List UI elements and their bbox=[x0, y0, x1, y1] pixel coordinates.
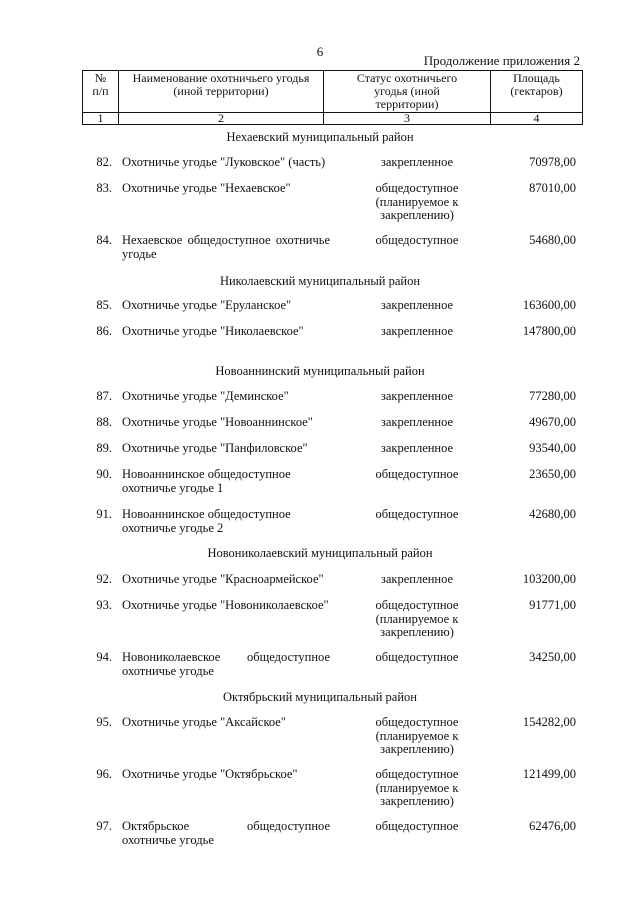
row-status: закрепленное bbox=[380, 155, 454, 169]
row-number: 94. bbox=[96, 650, 112, 664]
row-name: Нехаевское общедоступное охотничье угодье bbox=[122, 233, 330, 261]
row-name: Охотничье угодье "Октябрьское" bbox=[122, 767, 298, 781]
row-number: 93. bbox=[96, 598, 112, 612]
header-col-name: Наименование охотничьего угодья (иной территории) bbox=[119, 71, 324, 113]
row-area: 62476,00 bbox=[529, 819, 576, 833]
header-col-number: № п/п bbox=[83, 71, 119, 113]
row-status: общедоступное bbox=[375, 233, 459, 247]
row-name: Охотничье угодье "Аксайское" bbox=[122, 715, 286, 729]
row-number: 96. bbox=[96, 767, 112, 781]
row-name: Охотничье угодье "Новониколаевское" bbox=[122, 598, 329, 612]
district-heading: Октябрьский муниципальный район bbox=[223, 690, 417, 704]
row-area: 154282,00 bbox=[522, 715, 576, 729]
row-number: 91. bbox=[96, 507, 112, 521]
row-area: 77280,00 bbox=[529, 389, 576, 403]
row-area: 163600,00 bbox=[522, 298, 576, 312]
row-status: закрепленное bbox=[380, 572, 454, 586]
row-number: 87. bbox=[96, 389, 112, 403]
row-name: Охотничье угодье "Деминское" bbox=[122, 389, 289, 403]
row-status: общедоступное bbox=[375, 507, 459, 521]
row-number: 83. bbox=[96, 181, 112, 195]
row-status: закрепленное bbox=[380, 415, 454, 429]
row-number: 97. bbox=[96, 819, 112, 833]
row-number: 89. bbox=[96, 441, 112, 455]
row-name: Охотничье угодье "Новоаннинское" bbox=[122, 415, 313, 429]
row-area: 23650,00 bbox=[529, 467, 576, 481]
row-status: общедоступное (планируемое к закреплению) bbox=[375, 715, 459, 756]
header-col-area: Площадь (гектаров) bbox=[491, 71, 583, 113]
district-heading: Николаевский муниципальный район bbox=[219, 274, 421, 288]
row-number: 92. bbox=[96, 572, 112, 586]
header-index-4: 4 bbox=[491, 113, 583, 125]
row-status: общедоступное (планируемое к закреплению) bbox=[375, 598, 459, 639]
row-name: Новониколаевское общедоступное охотничье угодье bbox=[122, 650, 330, 678]
row-status: закрепленное bbox=[380, 324, 454, 338]
row-name: Новоаннинское общедоступное охотничье угодье 2 bbox=[122, 507, 291, 535]
header-index-2: 2 bbox=[119, 113, 324, 125]
district-heading: Новониколаевский муниципальный район bbox=[207, 546, 433, 560]
row-area: 42680,00 bbox=[529, 507, 576, 521]
row-area: 70978,00 bbox=[529, 155, 576, 169]
row-status: общедоступное (планируемое к закреплению) bbox=[375, 767, 459, 808]
row-area: 54680,00 bbox=[529, 233, 576, 247]
row-status: общедоступное (планируемое к закреплению) bbox=[375, 181, 459, 222]
row-name: Октябрьское общедоступное охотничье угодье bbox=[122, 819, 330, 847]
page-number: 6 bbox=[316, 44, 324, 59]
row-area: 121499,00 bbox=[522, 767, 576, 781]
row-number: 84. bbox=[96, 233, 112, 247]
row-name: Охотничье угодье "Еруланское" bbox=[122, 298, 292, 312]
row-number: 88. bbox=[96, 415, 112, 429]
row-area: 49670,00 bbox=[529, 415, 576, 429]
row-number: 90. bbox=[96, 467, 112, 481]
row-area: 34250,00 bbox=[529, 650, 576, 664]
row-status: общедоступное bbox=[375, 650, 459, 664]
row-number: 82. bbox=[96, 155, 112, 169]
row-name: Охотничье угодье "Красноармейское" bbox=[122, 572, 324, 586]
row-status: закрепленное bbox=[380, 298, 454, 312]
header-index-3: 3 bbox=[324, 113, 491, 125]
district-heading: Нехаевский муниципальный район bbox=[226, 130, 414, 144]
row-area: 91771,00 bbox=[529, 598, 576, 612]
row-area: 87010,00 bbox=[529, 181, 576, 195]
row-name: Охотничье угодье "Луковское" (часть) bbox=[122, 155, 326, 169]
row-name: Охотничье угодье "Панфиловское" bbox=[122, 441, 308, 455]
row-status: общедоступное bbox=[375, 819, 459, 833]
row-number: 86. bbox=[96, 324, 112, 338]
row-number: 85. bbox=[96, 298, 112, 312]
header-col-status: Статус охотничьего угодья (иной территории) bbox=[324, 71, 491, 113]
row-area: 103200,00 bbox=[522, 572, 576, 586]
table-header bbox=[82, 70, 583, 125]
row-status: закрепленное bbox=[380, 389, 454, 403]
row-name: Охотничье угодье "Николаевское" bbox=[122, 324, 304, 338]
row-status: закрепленное bbox=[380, 441, 454, 455]
district-heading: Новоаннинский муниципальный район bbox=[215, 364, 425, 378]
row-status: общедоступное bbox=[375, 467, 459, 481]
continuation-note: Продолжение приложения 2 bbox=[423, 53, 580, 68]
row-name: Охотничье угодье "Нехаевское" bbox=[122, 181, 291, 195]
header-index-1: 1 bbox=[83, 113, 119, 125]
row-area: 93540,00 bbox=[529, 441, 576, 455]
row-name: Новоаннинское общедоступное охотничье угодье 1 bbox=[122, 467, 291, 495]
row-number: 95. bbox=[96, 715, 112, 729]
row-area: 147800,00 bbox=[522, 324, 576, 338]
